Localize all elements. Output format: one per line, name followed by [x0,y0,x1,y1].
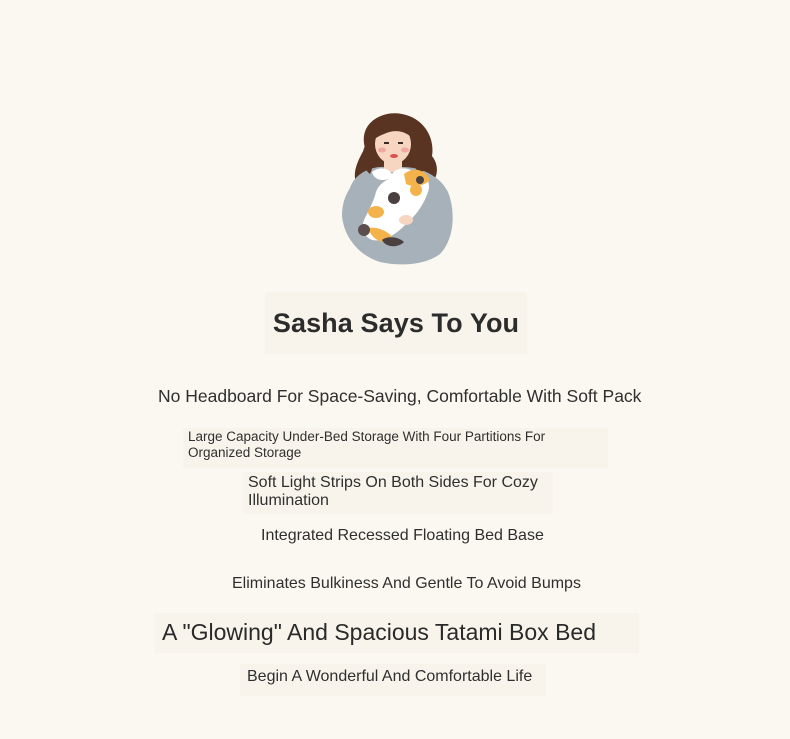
feature-light-strips: Soft Light Strips On Both Sides For Cozy Illumination [248,474,538,509]
page-title: Sasha Says To You [272,307,520,338]
woman-with-cat-icon [320,108,465,266]
product-tagline: Begin A Wonderful And Comfortable Life [247,668,533,685]
feature-headboard: No Headboard For Space-Saving, Comfortable With Soft Pack [158,386,642,406]
feature-floating-base: Integrated Recessed Floating Bed Base [261,527,544,544]
title-backdrop [265,292,527,354]
feature-gentle-edges: Eliminates Bulkiness And Gentle To Avoid Bumps [232,575,581,592]
product-headline: A "Glowing" And Spacious Tatami Box Bed [162,619,596,645]
feature-storage: Large Capacity Under-Bed Storage With Four Partitions For Organized Storage [188,429,546,460]
